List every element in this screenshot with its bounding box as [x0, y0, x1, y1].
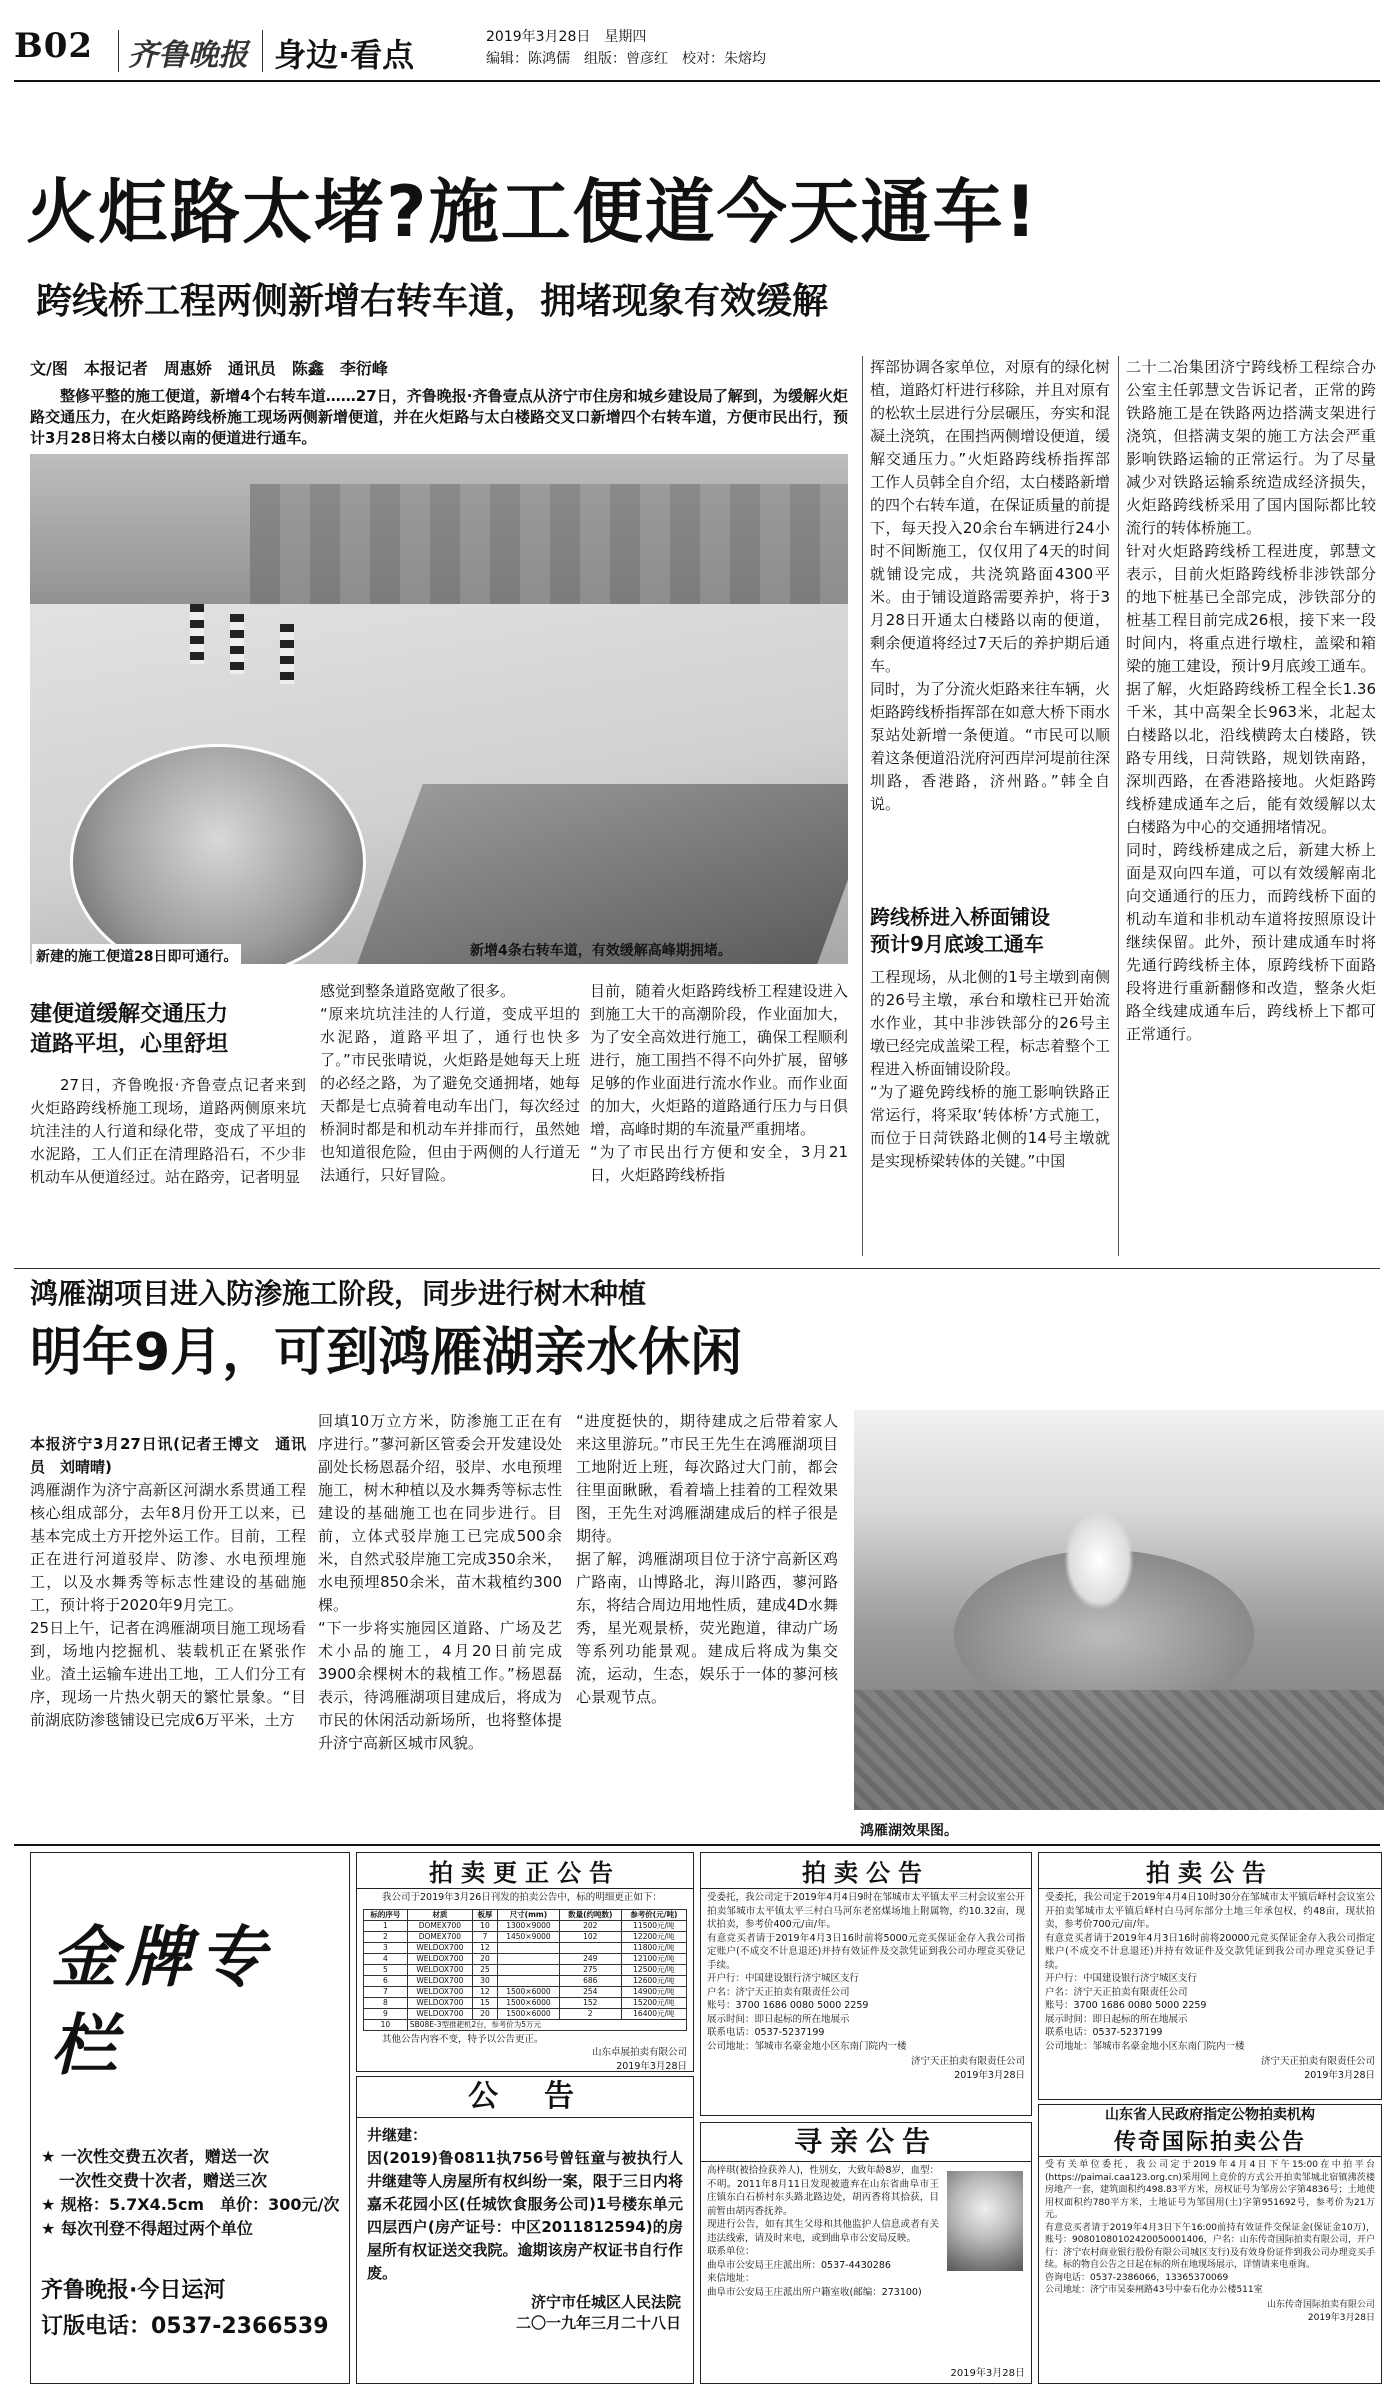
story1-main-photo	[30, 454, 848, 964]
story2-rendering-photo	[854, 1410, 1384, 1810]
story1-col-b: 感觉到整条道路宽敞了很多。 “原来坑坑洼洼的人行道，变成平坦的水泥路，道路平坦了，通行也快多了。”市民张晴说，火炬路是她每天上班的必经之路，为了避免交通拥堵，她每天都是七点骑着电动车出门，每次经过桥洞时都是和机动车并排而行，虽然她也知道很危险，但由于两侧的人行道无法通行，只好冒险。	[320, 982, 580, 1184]
story1-col-c: 目前，随着火炬路跨线桥工程建设进入到施工大干的高潮阶段，作业面加大，为了安全高效进行施工，确保工程顺利进行，施工围挡不得不向外扩展，留够足够的作业面进行流水作业。而作业面的加大，火炬路的道路通行压力与日俱增，高峰时期的车流量严重拥堵。 “为了市民出行方便和安全，3月21日，火炬路跨线桥指	[590, 982, 848, 1184]
inset-circle-photo	[70, 744, 366, 964]
legend-auction-ad: 山东省人民政府指定公物拍卖机构 传奇国际拍卖公告 受有关单位委托，我公司定于2019年4月4日下午15:00在中拍平台(https://paimai.caa123.org.cn)采用网上竞价的方式公开拍卖邹城北宿镇沸茨楼房地产一套，建筑面积约498.83平方米，房权证号为邹房公字第4836号；土地使用权面积约780平方米，土地证号为邹国用(土)字第951692号，参考价为21万元。 有意竞买者请于2019年4月3日下午16:00前持有效证件交保证金(保证金10万)，账号：90801080102420050001406，户名：山东传奇国际拍卖有限公司，开户行：济宁农村商业银行股份有限公司城区支行)及有效身份证件到我公司办理竞买手续。标的物自公告之日起在标的所在地现场展示，详情请来电垂询。 咨询电话：0537-2386066，13365370069 公司地址：济宁市吴泰闸路43号中泰石化办公楼511室 山东传奇国际拍卖有限公司 2019年3月28日	[1038, 2104, 1382, 2384]
auction2-title: 拍卖公告	[1039, 1853, 1381, 1889]
story2-col-c: “进度挺快的，期待建成之后带着家人来这里游玩。”市民王先生在鸿雁湖项目工地附近上班，每次路过大门前，都会往里面瞅瞅，看着墙上挂着的工程效果图，王先生对鸿雁湖建成后的样子很是期待。 据了解，鸿雁湖项目位于济宁高新区鸡广路南，山博路北，海川路西，蓼河路东，将结合周边用地性质，建成4D水舞秀，星光观景桥，荧光跑道，律动广场等系列功能景观。建成后将成为集交流，运动，生态，娱乐于一体的蓼河核心景观节点。	[576, 1412, 838, 1706]
story1-col-d: 挥部协调各家单位，对原有的绿化树植，道路灯杆进行移除，并且对原有的松软土层进行分层碾压，夯实和混凝土浇筑，在围挡两侧增设便道，缓解交通压力。”火炬路跨线桥指挥部工作人员韩全自介绍，太白楼路新增的四个右转车道，在保证质量的前提下，每天投入20余台车辆进行24小时不间断施工，仅仅用了4天的时间就铺设完成，共浇筑路面4300平米。由于铺设道路需要养护，将于3月28日开通太白楼路以南的便道，剩余便道将经过7天后的养护期后通车。 同时，为了分流火炬路来往车辆，火炬路跨线桥指挥部在如意大桥下雨水泵站处新增一条便道。“市民可以顺着这条便道沿洸府河西岸河堤前往深圳路，香港路，济州路。”韩全自说。	[870, 358, 1111, 813]
issue-date: 2019年3月28日 星期四	[486, 29, 647, 45]
gold-footer-1: 齐鲁晚报·今日运河	[41, 2278, 226, 2303]
auction2-ad: 拍卖公告 受委托，我公司定于2019年4月4日10时30分在邹城市太平镇后峄村会议室公开拍卖邹城市太平镇后峄村白马河东部分土地三年承包权，约48亩，现状拍卖，参考价700元/亩/年。 有意竞买者请于2019年4月3日16时前将20000元竞买保证金存入我公司指定账户(不成交不计息退还)并持有效证件及交款凭证到我公司办理竞买登记手续。 开户行：中国建设银行济宁城区支行 户名：济宁天正拍卖有限责任公司 账号：3700 1686 0080 5000 2259 展示时间：即日起标的所在地展示 联系电话：0537-5237199 公司地址：邹城市名豪金地小区东南门院内一楼 济宁天正拍卖有限责任公司 2019年3月28日	[1038, 1852, 1382, 2100]
gold-column-ad	[30, 1852, 350, 2384]
story1-headline: 火炬路太堵?施工便道今天通车!	[26, 171, 1039, 253]
story1-subhead: 跨线桥工程两侧新增右转车道，拥堵现象有效缓解	[36, 281, 829, 322]
gold-brand: 金牌专栏	[51, 1918, 273, 2084]
court-notice-body: 井继建： 因(2019)鲁0811执756号曾钰童与被执行人井继建等人房屋所有权纠纷一案，限于三日内将嘉禾花园小区(任城饮食服务公司)1号楼东单元四层西户(房产证号：中区2011812594)的房屋所有权证送交我院。逾期该房产权证书自行作废。	[367, 2126, 683, 2282]
editor-line: 编辑：陈鸿儒 组版：曾彦红 校对：朱熔均	[486, 51, 766, 67]
legend-header: 山东省人民政府指定公物拍卖机构	[1105, 2107, 1315, 2123]
paper-name-logo: 齐鲁晚报	[128, 38, 248, 73]
child-photo	[947, 2171, 1023, 2271]
auction1-title: 拍卖公告	[701, 1853, 1031, 1889]
caption-right: 新增4条右转车道，有效缓解高峰期拥堵。	[470, 943, 732, 959]
section-title: 身边·看点	[274, 36, 415, 74]
section2-title: 跨线桥进入桥面铺设 预计9月底竣工通车	[870, 905, 1050, 956]
court-notice-title: 公 告	[357, 2077, 693, 2118]
story1-byline: 文/图 本报记者 周惠娇 通讯员 陈鑫 李衍峰	[30, 359, 388, 378]
story2-subhead: 鸿雁湖项目进入防渗施工阶段，同步进行树木种植	[30, 1277, 647, 1310]
story1-col-a: 27日，齐鲁晚报·齐鲁壹点记者来到火炬路跨线桥施工现场，道路两侧原来坑坑洼洼的人行道和绿化带，变成了平坦的水泥路，工人们正在清理路沿石，不少非机动车从便道经过。站在路旁，记者明显	[30, 1076, 306, 1186]
section1-title: 建便道缓解交通压力 道路平坦，心里舒坦	[30, 1002, 229, 1057]
correction-title: 拍卖更正公告	[357, 1853, 693, 1889]
story2-headline: 明年9月，可到鸿雁湖亲水休闲	[30, 1323, 743, 1383]
legend-title: 传奇国际拍卖公告	[1039, 2125, 1381, 2157]
story2-col-a: 本报济宁3月27日讯(记者王博文 通讯员 刘晴晴) 鸿雁湖作为济宁高新区河湖水系贯通工程核心组成部分，去年8月份开工以来，已基本完成土方开挖外运工作。目前，工程正在进行河道驳岸、防渗、水电预埋施工，以及水舞秀等标志性建设的基础施工，预计将于2020年9月完工。 25日上午，记者在鸿雁湖项目施工现场看到，场地内挖掘机、装载机正在紧张作业。渣土运输车进出工地，工人们分工有序，现场一片热火朝天的繁忙景象。“目前湖底防渗毯铺设已完成6万平米，土方	[30, 1435, 306, 1729]
correction-ad: 拍卖更正公告 我公司于2019年3月26日刊发的拍卖公告中，标的明细更正如下： 标的序号 材质 板厚 尺寸(mm) 数量(约吨数) 参考价(元/吨) 1 DOMEX700 10 1300×9000 202 11500元/吨 2 DOMEX700 7 1450×9000 102 12200元/吨 3 WELDOX700 12 11800元/吨 4 WELDOX700 20 249 12100元/吨 5 WELDOX700 25 275 12500元/吨 6 WELDOX700 30 686 12600元/吨 7 WELDOX700 12 1500×6000 254 14900元/吨 8 WELDOX700 15 1500×6000 152 15200元/吨 9 WELDOX700 20 1500×6000 2 16400元/吨 10 SB08E-3型推耙机2台，参考价为5万元 其他公告内容不变，特予以公告更正。 山东卓展拍卖有限公司 2019年3月28日	[356, 1852, 694, 2072]
caption-left: 新建的施工便道28日即可通行。	[32, 944, 241, 968]
story2-dateline: 本报济宁3月27日讯(记者王博文 通讯员 刘晴晴)	[30, 1435, 306, 1476]
story2-col-b: 回填10万立方米，防渗施工正在有序进行。”蓼河新区管委会开发建设处副处长杨恩磊介绍，驳岸、水电预埋施工，树木种植以及水舞秀等标志性建设的基础施工也在同步进行。目前，立体式驳岸施工已完成500余米，自然式驳岸施工完成350余米，水电预埋850余米，苗木栽植约300棵。 “下一步将实施园区道路、广场及艺术小品的施工，4月20日前完成3900余棵树木的栽植工作。”杨恩磊表示，待鸿雁湖项目建成后，将成为市民的休闲活动新场所，也将整体提升济宁高新区城市风貌。	[318, 1412, 562, 1752]
seek-family-title: 寻亲公告	[701, 2123, 1031, 2162]
story1-lead: 整修平整的施工便道，新增4个右转车道……27日，齐鲁晚报·齐鲁壹点从济宁市住房和城乡建设局了解到，为缓解火炬路交通压力，在火炬路跨线桥施工现场两侧新增便道，并在火炬路与太白楼路交叉口新增四个右转车道，方便市民出行，预计3月28日将太白楼以南的便道进行通车。	[30, 387, 848, 447]
gold-footer-2: 订版电话：0537-2366539	[41, 2314, 329, 2339]
court-notice-ad: 公 告 井继建： 因(2019)鲁0811执756号曾钰童与被执行人井继建等人房屋所有权纠纷一案，限于三日内将嘉禾花园小区(任城饮食服务公司)1号楼东单元四层西户(房产证号：中区2011812594)的房屋所有权证送交我院。逾期该房产权证书自行作废。 济宁市任城区人民法院 二〇一九年三月二十八日	[356, 2076, 694, 2384]
page-code: B02	[14, 26, 94, 66]
correction-table: 标的序号 材质 板厚 尺寸(mm) 数量(约吨数) 参考价(元/吨) 1 DOMEX700 10 1300×9000 202 11500元/吨 2 DOMEX700 7 1450×9000 102 12200元/吨 3 WELDOX700 12 11800元/吨 4 WELDOX700 20 249 12100元/吨 5 WELDOX700 25 275 12500元/吨 6 WELDOX700 30 686 12600元/吨 7 WELDOX700 12 1500×6000 254 14900元/吨 8 WELDOX700 15 1500×6000 152 15200元/吨 9 WELDOX700 20 1500×6000 2 16400元/吨 10 SB08E-3型推耙机2台，参考价为5万元	[363, 1909, 687, 2031]
story1-col-e: 二十二冶集团济宁跨线桥工程综合办公室主任郭慧文告诉记者，正常的跨铁路施工是在铁路两边搭满支架进行浇筑，但搭满支架的施工方法会严重影响铁路运输的正常运行。为了尽量减少对铁路运输系统造成经济损失，火炬路跨线桥采用了国内国际都比较流行的转体桥施工。 针对火炬路跨线桥工程进度，郭慧文表示，目前火炬路跨线桥非涉铁部分的地下桩基已全部完成，涉铁部分的桩基工程目前完成26根，接下来一段时间内，将重点进行墩柱，盖梁和箱梁的施工建设，预计9月底竣工通车。 据了解，火炬路跨线桥工程全长1.36千米，其中高架全长963米，北起太白楼路以北，沿线横跨太白楼路，铁路专用线，日菏铁路，规划铁南路，深圳西路，在香港路接地。火炬路跨线桥建成通车之后，能有效缓解以太白楼路为中心的交通拥堵情况。 同时，跨线桥建成之后，新建大桥上面是双向四车道，可以有效缓解南北向交通通行的压力，而跨线桥下面的机动车道和非机动车道将按照原设计继续保留。此外，预计建成通车时将先通行跨线桥主体，原跨线桥下面路段将进行重新翻修和改造，整条火炬路全线建成通车后，跨线桥上下都可正常通行。	[1126, 358, 1376, 1043]
story2-caption: 鸿雁湖效果图。	[860, 1823, 958, 1839]
seek-family-ad: 寻亲公告 高梓琪(被拾捡获养人)，性别女，大致年龄8岁，血型：不明。2011年8月11日发现被遗弃在山东省曲阜市王庄镇东白石桥村东头路北路边处，胡丙香将其拾获，目前暂由胡丙香抚养。 现进行公告，如有其生父母和其他监护人信息或者有关违法线索，请及时来电，或到曲阜市公安局反映。 联系单位： 曲阜市公安局王庄派出所：0537-4430286 来信地址： 曲阜市公安局王庄派出所户籍室收(邮编：273100) 2019年3月28日	[700, 2122, 1032, 2384]
auction1-ad: 拍卖公告 受委托，我公司定于2019年4月4日9时在邹城市太平镇太平三村会议室公开拍卖邹城市太平镇太平三村白马河东老窑煤场地上附属物，约10.32亩，现状拍卖，参考价400元/亩/年。 有意竞买者请于2019年4月3日16时前将5000元竞买保证金存入我公司指定账户(不成交不计息退还)并持有效证件及交款凭证到我公司办理竞买登记手续。 开户行：中国建设银行济宁城区支行 户名：济宁天正拍卖有限责任公司 账号：3700 1686 0080 5000 2259 展示时间：即日起标的所在地展示 联系电话：0537-5237199 公司地址：邹城市名豪金地小区东南门院内一楼 济宁天正拍卖有限责任公司 2019年3月28日	[700, 1852, 1032, 2116]
story1-col-d2: 工程现场，从北侧的1号主墩到南侧的26号主墩，承台和墩柱已开始流水作业，其中非涉铁部分的26号主墩已经完成盖梁工程，标志着整个工程进入桥面铺设阶段。 “为了避免跨线桥的施工影响铁路正常运行，将采取‘转体桥’方式施工，而位于日菏铁路北侧的14号主墩就是实现桥梁转体的关键。”中国	[870, 968, 1111, 1170]
gold-items: ★ 一次性交费五次者，赠送一次 一次性交费十次者，赠送三次 ★ 规格：5.7X4.5cm 单价：300元/次 ★ 每次刊登不得超过两个单位	[41, 2147, 340, 2238]
